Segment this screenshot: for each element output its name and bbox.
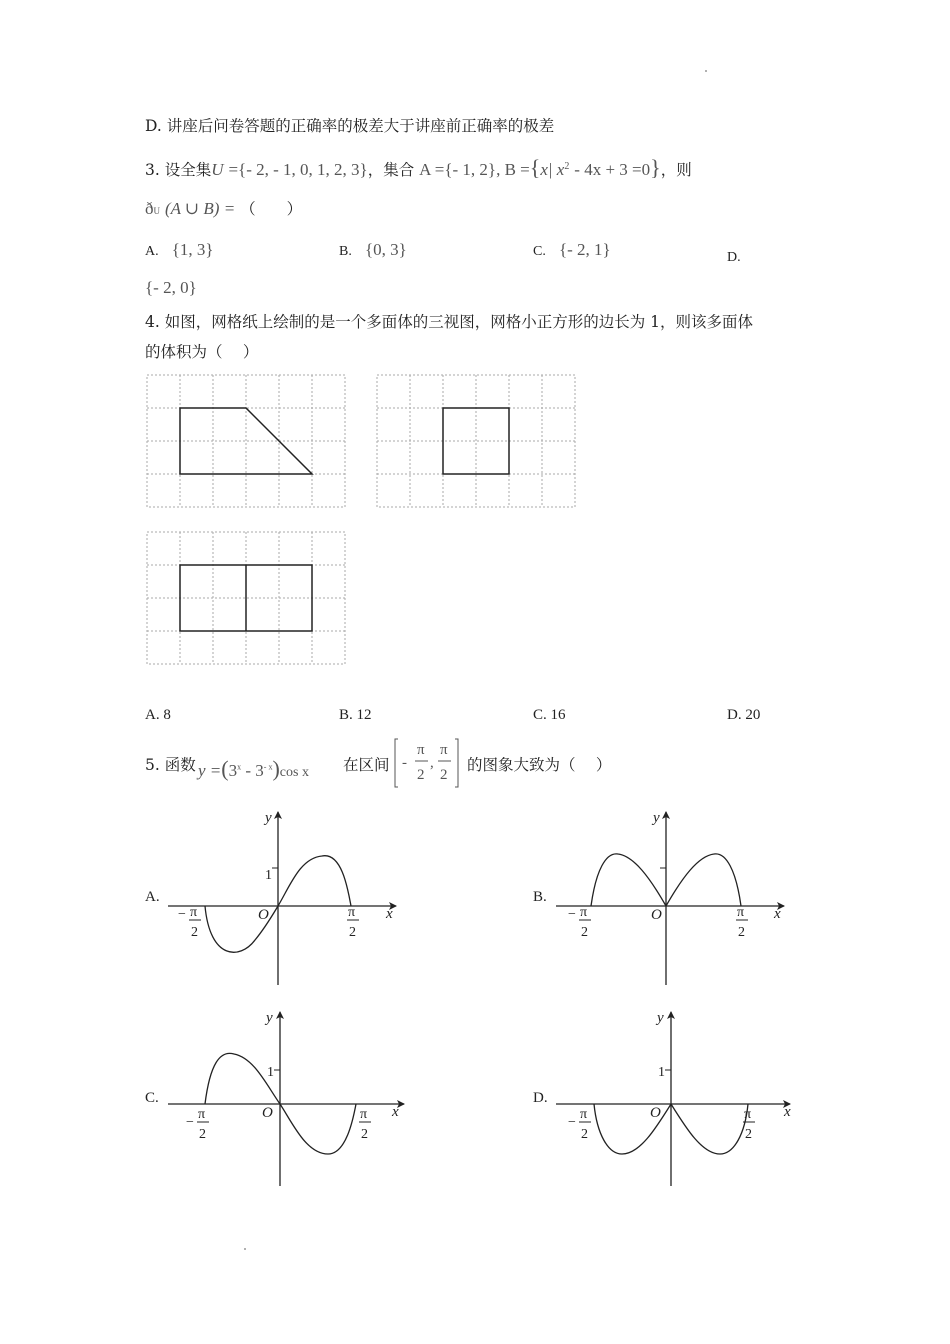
- graph-d-pos-two: 2: [745, 1127, 752, 1142]
- q3-option-b-label: B.: [339, 244, 352, 259]
- q3-option-a-label: A.: [145, 244, 159, 259]
- q5-paren-right: ): [272, 756, 280, 781]
- graph-c-neg-sign: −: [186, 1115, 194, 1130]
- graph-c-pos-pi: π: [360, 1107, 368, 1122]
- q3-option-d-label: D.: [727, 250, 741, 265]
- graph-d-neg-sign: −: [568, 1115, 576, 1130]
- three-view-figure: [140, 370, 590, 670]
- q3-set-a: A ={- 1, 2}: [419, 160, 497, 179]
- grid-front: [147, 375, 345, 507]
- q5-interval-comma: ,: [430, 755, 434, 771]
- q4-option-c: C. 16: [533, 707, 566, 723]
- graph-c: [165, 1005, 405, 1190]
- q3-set-b-exp: 2: [564, 160, 570, 172]
- graph-d-neg-pi: π: [580, 1107, 588, 1122]
- graph-d: [553, 1005, 798, 1190]
- q3-paren: （ ）: [240, 200, 303, 218]
- q5-interval-two-1: 2: [417, 767, 425, 783]
- q5-option-d-label: D.: [533, 1090, 548, 1106]
- q3-set-word: ，集合: [367, 161, 415, 179]
- graph-a-neg-sign: −: [178, 907, 186, 922]
- q3-option-c-value: {- 2, 1}: [558, 240, 611, 259]
- graph-b-y-label: y: [653, 810, 660, 826]
- q5-formula-cos: cos x: [279, 765, 309, 780]
- graph-c-one: 1: [267, 1065, 274, 1080]
- graph-b-x-label: x: [774, 906, 781, 922]
- q3-universe-var: U: [211, 160, 224, 179]
- q3-set-b-rest: - 4x + 3 =0: [574, 160, 651, 179]
- q5-interval-two-2: 2: [440, 767, 448, 783]
- speck-bottom: [244, 1248, 246, 1250]
- q3-universe-set: ={- 2, - 1, 0, 1, 2, 3}: [228, 160, 368, 179]
- q5-formula: [198, 756, 309, 782]
- q3-then: ，则: [660, 161, 692, 179]
- q5-number: 5.: [145, 756, 160, 774]
- q5-interval-left-bracket: [395, 739, 398, 787]
- graph-b-pos-two: 2: [738, 925, 745, 940]
- q5-formula-minus: - 3: [245, 761, 264, 780]
- q3-number: 3.: [145, 161, 160, 179]
- q3-complement-sub: U: [153, 206, 160, 216]
- q3-intro: 设全集: [164, 161, 212, 179]
- grid-side: [377, 375, 575, 507]
- q4-option-b: B. 12: [339, 707, 372, 723]
- graph-c-origin: O: [262, 1105, 273, 1121]
- graph-b-pos-pi: π: [737, 905, 745, 920]
- q5-interval: [392, 736, 464, 790]
- q4-line1: 4. 如图，网格纸上绘制的是一个多面体的三视图，网格小正方形的边长为 1，则该多面体: [145, 313, 754, 331]
- q5-formula-exp1: x: [237, 762, 242, 772]
- q5-formula-base1: 3: [228, 761, 238, 780]
- q5-interval-pi-2: π: [440, 742, 448, 758]
- q3-option-c: [533, 240, 611, 260]
- graph-d-y-label: y: [657, 1010, 664, 1026]
- q3-set-b-body: x| x: [540, 160, 565, 179]
- q5-formula-exp2: - x: [263, 762, 273, 772]
- graph-b: [553, 805, 793, 990]
- graph-b-origin: O: [651, 907, 662, 923]
- graph-d-one: 1: [658, 1065, 665, 1080]
- graph-a-one: 1: [265, 868, 272, 883]
- q3-option-b: [339, 240, 407, 260]
- q5-intro: 函数: [164, 756, 196, 774]
- q3-option-d: [727, 246, 741, 266]
- graph-c-x-label: x: [392, 1104, 399, 1120]
- q3-option-a-value: {1, 3}: [171, 240, 214, 259]
- q5-line: [145, 756, 196, 775]
- graph-b-neg-two: 2: [581, 925, 588, 940]
- q5-option-c-label: C.: [145, 1090, 159, 1106]
- q3-option-d-value: {- 2, 0}: [145, 278, 197, 297]
- q3-option-a: [145, 240, 214, 260]
- q5-tail: 的图象大致为（ ）: [467, 756, 612, 774]
- q4-option-a: A. 8: [145, 707, 171, 723]
- graph-c-neg-pi: π: [198, 1107, 206, 1122]
- q5-interval-pi-1: π: [417, 742, 425, 758]
- graph-a-origin: O: [258, 907, 269, 923]
- graph-c-pos-two: 2: [361, 1127, 368, 1142]
- graph-d-origin: O: [650, 1105, 661, 1121]
- graph-c-neg-two: 2: [199, 1127, 206, 1142]
- q3-left-brace: {: [529, 155, 541, 180]
- q5-interval-right-bracket: [455, 739, 458, 787]
- q5-interval-minus: -: [402, 755, 407, 771]
- speck-top: [705, 70, 707, 72]
- graph-a-pos-pi: π: [348, 905, 356, 920]
- q3-line2: [145, 199, 302, 219]
- q3-set-b-prefix: , B =: [496, 160, 530, 179]
- q3-complement-symbol: ð: [145, 199, 154, 218]
- q3-option-c-label: C.: [533, 244, 546, 259]
- graph-a: [165, 805, 405, 990]
- q4-option-d: D. 20: [727, 707, 761, 723]
- graph-a-neg-pi: π: [190, 905, 198, 920]
- q5-option-a-label: A.: [145, 889, 160, 905]
- graph-a-pos-two: 2: [349, 925, 356, 940]
- graph-b-neg-pi: π: [580, 905, 588, 920]
- graph-d-neg-two: 2: [581, 1127, 588, 1142]
- q3-option-b-value: {0, 3}: [364, 240, 407, 259]
- graph-b-neg-sign: −: [568, 907, 576, 922]
- graph-c-y-label: y: [266, 1010, 273, 1026]
- q2-option-d: D. 讲座后问卷答题的正确率的极差大于讲座前正确率的极差: [145, 117, 555, 135]
- graph-a-x-label: x: [386, 906, 393, 922]
- q5-paren-left: (: [221, 756, 229, 781]
- q3-expression: (A ∪ B) =: [164, 199, 236, 218]
- q5-interval-word: 在区间: [343, 756, 390, 774]
- graph-a-y-label: y: [265, 810, 272, 826]
- q5-option-b-label: B.: [533, 889, 547, 905]
- q5-formula-lhs: y =: [198, 761, 222, 780]
- q3-line1: [145, 155, 692, 181]
- q3-right-brace: }: [650, 155, 661, 180]
- graph-d-pos-pi: π: [744, 1107, 752, 1122]
- graph-a-neg-two: 2: [191, 925, 198, 940]
- q4-line2: 的体积为（ ）: [145, 343, 259, 361]
- graph-d-x-label: x: [784, 1104, 791, 1120]
